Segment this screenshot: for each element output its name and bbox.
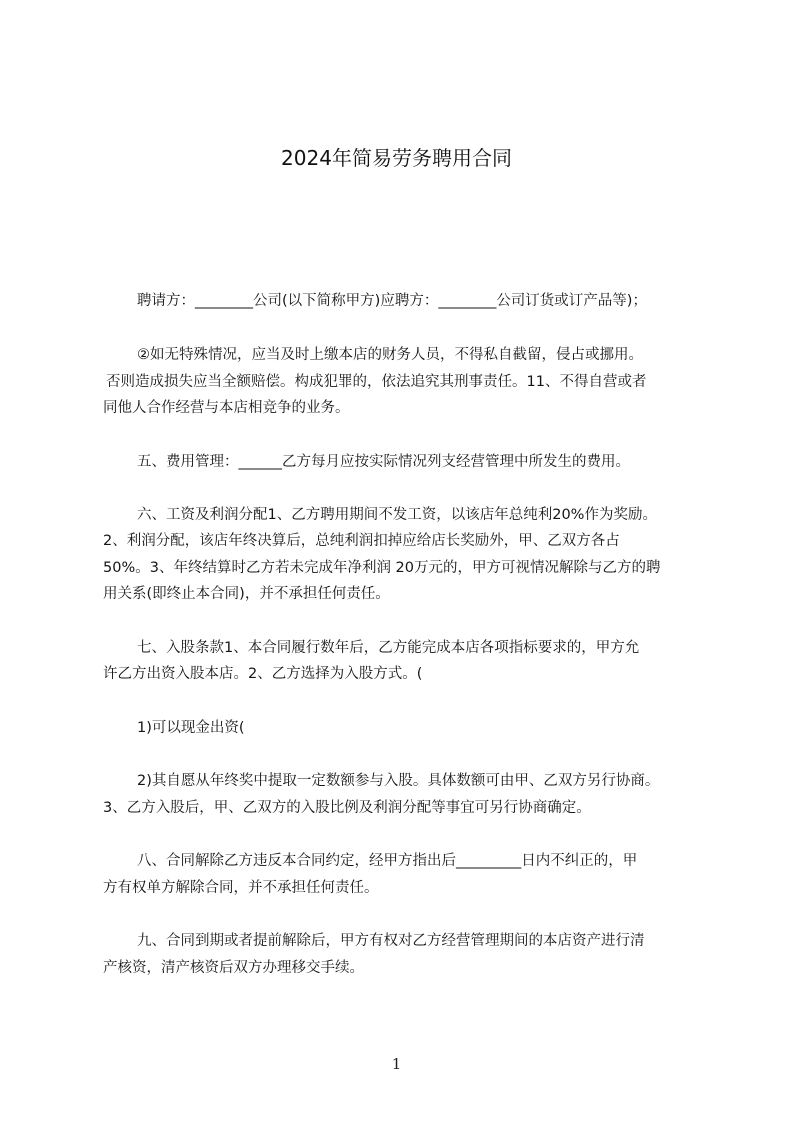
paragraph-line: 八、合同解除乙方违反本合同约定，经甲方指出后_________日内不纠正的，甲 bbox=[137, 853, 638, 869]
page-number: 1 bbox=[391, 1055, 402, 1073]
paragraph-line: 七、入股条款1、本合同履行数年后，乙方能完成本店各项指标要求的，甲方允 bbox=[137, 640, 640, 656]
paragraph-line: 产核资，清产核资后双方办理移交手续。 bbox=[103, 960, 364, 976]
paragraph-line: 九、合同到期或者提前解除后，甲方有权对乙方经营管理期间的本店资产进行清 bbox=[137, 933, 645, 949]
paragraph-line: 方有权单方解除合同，并不承担任何责任。 bbox=[103, 880, 379, 896]
paragraph-line: 六、工资及利润分配1、乙方聘用期间不发工资，以该店年总纯利20%作为奖励。 bbox=[137, 507, 657, 523]
document-title: 2024年简易劳务聘用合同 bbox=[281, 146, 512, 170]
paragraph-line: 许乙方出资入股本店。2、乙方选择为入股方式。( bbox=[103, 666, 423, 682]
paragraph-line: 聘请方：________公司(以下简称甲方)应聘方：________公司订货或订产品等)； bbox=[137, 293, 647, 309]
paragraph-line: 五、费用管理：______乙方每月应按实际情况列支经营管理中所发生的费用。 bbox=[137, 454, 630, 470]
paragraph-line: 用关系(即终止本合同)，并不承担任何责任。 bbox=[103, 586, 390, 602]
paragraph-line: 50%。3、年终结算时乙方若未完成年净利润 20万元的，甲方可视情况解除与乙方的聘 bbox=[103, 560, 661, 576]
paragraph-line: 3、乙方入股后，甲、乙双方的入股比例及利润分配等事宜可另行协商确定。 bbox=[103, 800, 591, 816]
paragraph-line: 同他人合作经营与本店相竞争的业务。 bbox=[103, 400, 350, 416]
paragraph-line: 1)可以现金出资( bbox=[137, 720, 245, 736]
paragraph-line: 否则造成损失应当全额赔偿。构成犯罪的，依法追究其刑事责任。11、不得自营或者 bbox=[106, 374, 647, 390]
paragraph-line: 2)其自愿从年终奖中提取一定数额参与入股。具体数额可由甲、乙双方另行协商。 bbox=[137, 773, 660, 789]
paragraph-line: 2、利润分配，该店年终决算后，总纯利润扣掉应给店长奖励外，甲、乙双方各占 bbox=[103, 533, 620, 549]
paragraph-line: ②如无特殊情况，应当及时上缴本店的财务人员，不得私自截留，侵占或挪用。 bbox=[137, 347, 643, 363]
